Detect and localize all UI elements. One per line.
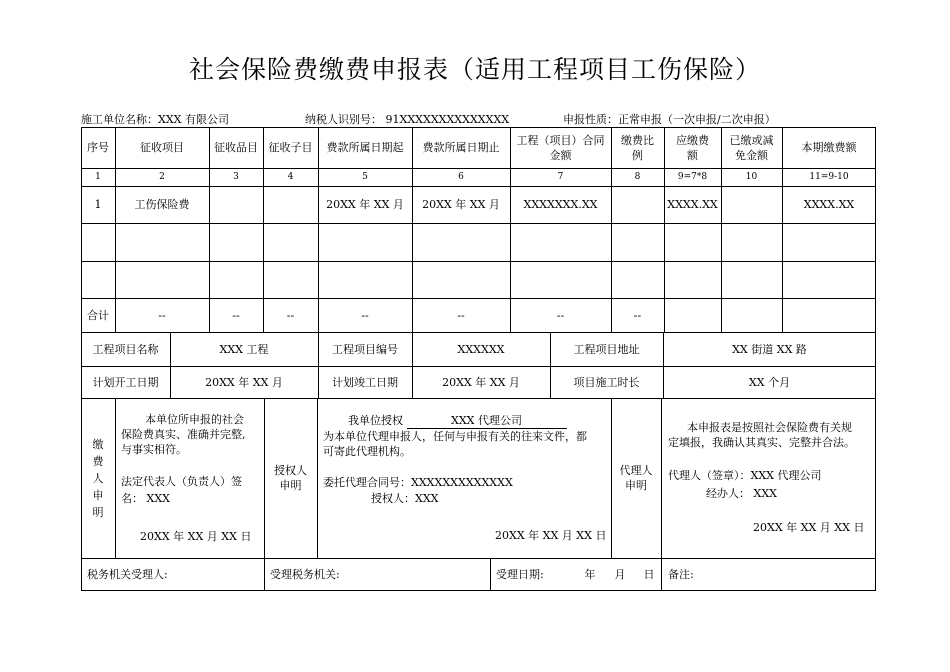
table-cell: 工伤保险费 — [134, 198, 190, 211]
header-cell: 征收品目 — [214, 141, 258, 154]
agent-text: 定填报，我确认其真实、完整并合法。 — [668, 436, 855, 449]
payer-declare-label: 缴 费 人 申 明 — [92, 437, 104, 519]
auth-date: 20XX 年 XX 月 XX 日 — [495, 529, 607, 542]
table-cell: -- — [158, 308, 166, 322]
col-number: 6 — [458, 171, 464, 182]
start-date-label: 计划开工日期 — [92, 375, 159, 389]
table-cell: 1 — [94, 198, 102, 211]
end-date-value: 20XX 年 XX 月 — [442, 375, 520, 389]
agent-handler: 经办人： XXX — [706, 487, 777, 500]
project-code-label: 工程项目编号 — [332, 342, 398, 356]
header-cell: 应缴费 额 — [676, 133, 709, 162]
row-line — [81, 223, 876, 224]
tax-receiver: 税务机关受理人: — [87, 568, 168, 581]
project-code-value: XXXXXX — [457, 342, 505, 356]
receive-month: 月 — [614, 568, 626, 581]
payer-text: 本单位所申报的社会 — [145, 413, 244, 426]
col-line — [661, 398, 662, 558]
project-name-label: 工程项目名称 — [92, 342, 159, 356]
row-line — [81, 261, 876, 262]
project-addr-value: XX 街道 XX 路 — [732, 342, 807, 356]
col-number: 1 — [95, 171, 101, 182]
auth-declare-label: 授权人 申明 — [274, 464, 307, 492]
table-cell: -- — [457, 308, 465, 322]
col-number: 4 — [287, 171, 294, 182]
agent-declare-label: 代理人 申明 — [619, 464, 653, 492]
col-line — [317, 398, 318, 558]
taxpayer-id: 纳税人识别号： 91XXXXXXXXXXXXXX — [305, 113, 510, 126]
table-cell: 20XX 年 XX 月 — [422, 198, 500, 211]
table-cell: XXXX.XX — [803, 198, 855, 211]
project-name-value: XXX 工程 — [219, 342, 269, 356]
receive-day: 日 — [643, 568, 655, 581]
row-line — [81, 398, 876, 399]
payer-date: 20XX 年 XX 月 XX 日 — [140, 530, 252, 543]
remark: 备注: — [668, 568, 694, 581]
auth-text-prefix: 我单位授权 — [348, 414, 403, 427]
header-cell: 工程（项目）合同 金额 — [516, 133, 605, 162]
header-cell: 本期缴费额 — [801, 141, 857, 154]
col-number: 10 — [745, 171, 758, 182]
agent-name: 代理人（签章）：XXX 代理公司 — [668, 469, 822, 482]
payer-rep: 名： XXX — [121, 492, 170, 505]
receive-date: 受理日期: — [496, 568, 544, 581]
agent-text: 本申报表是按照社会保险费有关规 — [687, 421, 852, 434]
col-number: 9=7*8 — [677, 171, 708, 182]
header-cell: 费款所属日期起 — [326, 141, 404, 154]
tax-office: 受理税务机关: — [270, 568, 340, 581]
header-cell: 已缴或减 免金额 — [729, 133, 774, 162]
auth-text: 为本单位代理申报人，任何与申报有关的往来文件，都 — [323, 430, 587, 443]
payer-text: 与事实相符。 — [121, 443, 187, 456]
declare-nature: 申报性质：正常申报（一次申报/二次申报） — [563, 113, 776, 126]
payer-text: 保险费真实、准确并完整, — [121, 428, 246, 441]
auth-text: 可寄此代理机构。 — [323, 445, 411, 458]
col-line — [490, 558, 491, 591]
table-cell: XXXXXXX.XX — [523, 198, 598, 211]
agent-date: 20XX 年 XX 月 XX 日 — [753, 521, 865, 534]
project-addr-label: 工程项目地址 — [573, 342, 640, 356]
header-cell: 序号 — [87, 141, 109, 154]
end-date-label: 计划竣工日期 — [332, 375, 398, 389]
authorized-agent: XXX 代理公司 — [407, 413, 567, 429]
auth-person: 授权人：XXX — [371, 492, 439, 505]
table-cell: XXXX.XX — [667, 198, 718, 211]
col-number: 5 — [362, 171, 368, 182]
receive-year: 年 — [584, 568, 596, 581]
table-cell: -- — [286, 308, 295, 322]
col-line — [661, 558, 662, 591]
table-cell: -- — [361, 308, 369, 322]
col-number: 11=9-10 — [809, 171, 849, 182]
table-cell: -- — [633, 308, 642, 322]
table-cell: -- — [556, 308, 565, 322]
header-cell: 缴费比 例 — [621, 133, 654, 162]
duration-value: XX 个月 — [748, 375, 791, 389]
unit-name: 施工单位名称：XXX 有限公司 — [81, 113, 229, 126]
header-cell: 征收子目 — [268, 141, 313, 154]
col-number: 8 — [634, 171, 641, 182]
col-number: 2 — [159, 171, 165, 182]
col-number: 3 — [233, 171, 239, 182]
payer-rep: 法定代表人（负责人）签 — [121, 475, 242, 488]
col-line — [264, 558, 265, 591]
auth-contract: 委托代理合同号：XXXXXXXXXXXXX — [323, 476, 513, 489]
table-cell: 20XX 年 XX 月 — [326, 198, 404, 211]
col-line — [115, 398, 116, 558]
duration-label: 项目施工时长 — [573, 375, 640, 389]
start-date-value: 20XX 年 XX 月 — [205, 375, 283, 389]
total-label: 合计 — [87, 308, 109, 322]
header-cell: 征收项目 — [140, 141, 184, 154]
col-number: 7 — [557, 171, 564, 182]
header-cell: 费款所属日期止 — [422, 141, 500, 154]
auth-text — [348, 413, 567, 429]
table-cell: -- — [232, 308, 240, 322]
page-title: 社会保险费缴费申报表（适用工程项目工伤保险） — [188, 55, 761, 84]
